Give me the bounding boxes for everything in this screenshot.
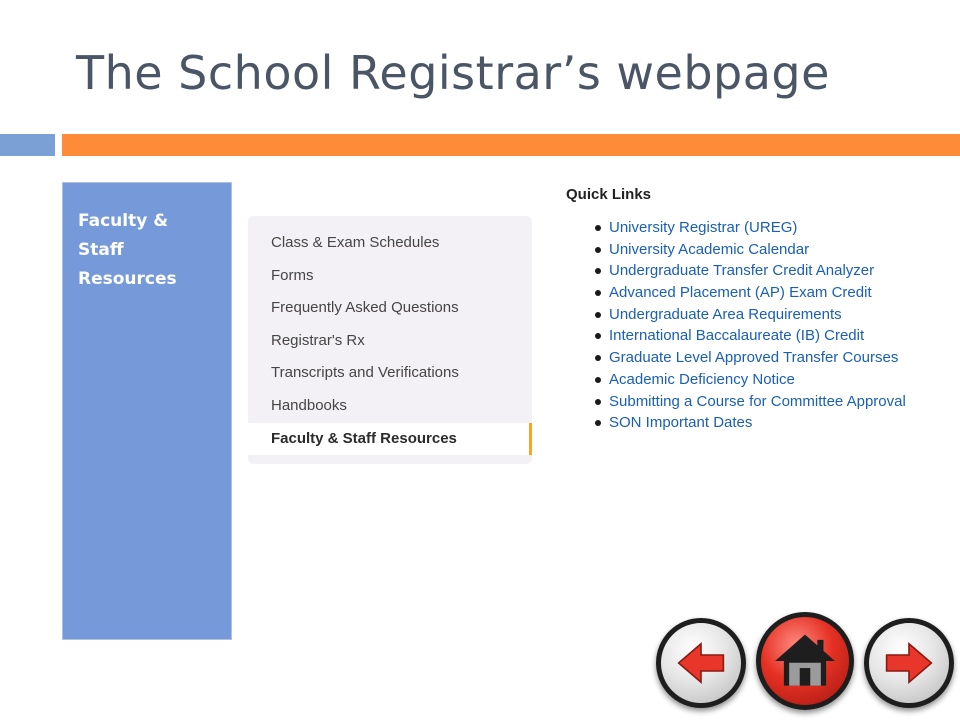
nav-item-handbooks[interactable]: Handbooks xyxy=(271,397,347,414)
list-item xyxy=(594,304,906,326)
bullet-icon xyxy=(595,268,601,274)
accent-bar-blue xyxy=(0,134,55,156)
bullet-icon xyxy=(595,225,601,231)
bullet-icon xyxy=(595,399,601,405)
quick-link-transfer-credit-analyzer[interactable]: Undergraduate Transfer Credit Analyzer xyxy=(609,262,875,280)
nav-item-faq[interactable]: Frequently Asked Questions xyxy=(271,299,459,316)
nav-item-class-exam-schedules[interactable]: Class & Exam Schedules xyxy=(271,234,440,251)
slide-title: The School Registrar’s webpage xyxy=(76,46,830,100)
quick-link-son-dates[interactable]: SON Important Dates xyxy=(609,414,753,432)
quick-link-academic-calendar[interactable]: University Academic Calendar xyxy=(609,240,810,258)
back-button[interactable] xyxy=(656,618,746,708)
house-icon xyxy=(761,617,849,705)
list-item xyxy=(594,239,906,261)
registrar-nav-menu xyxy=(248,216,532,464)
quick-link-ib-credit[interactable]: International Baccalaureate (IB) Credit xyxy=(609,327,865,345)
list-item xyxy=(594,217,906,239)
list-item xyxy=(594,391,906,413)
bullet-icon xyxy=(595,377,601,383)
quick-link-academic-deficiency[interactable]: Academic Deficiency Notice xyxy=(609,370,795,388)
next-button[interactable] xyxy=(864,618,954,708)
list-item xyxy=(594,325,906,347)
side-panel xyxy=(62,182,232,640)
bullet-icon xyxy=(595,290,601,296)
right-arrow-icon xyxy=(869,623,949,703)
quick-link-ap-exam-credit[interactable]: Advanced Placement (AP) Exam Credit xyxy=(609,284,872,302)
nav-item-faculty-staff-resources[interactable]: Faculty & Staff Resources xyxy=(248,423,532,455)
bullet-icon xyxy=(595,333,601,339)
bullet-icon xyxy=(595,247,601,253)
list-item xyxy=(594,282,906,304)
list-item xyxy=(594,260,906,282)
home-button[interactable] xyxy=(756,612,854,710)
quick-links-title: Quick Links xyxy=(566,186,652,203)
nav-item-registrars-rx[interactable]: Registrar's Rx xyxy=(271,332,365,349)
nav-item-forms[interactable]: Forms xyxy=(271,267,314,284)
quick-link-ureg[interactable]: University Registrar (UREG) xyxy=(609,219,798,236)
quick-links-list xyxy=(594,217,906,434)
list-item xyxy=(594,412,906,434)
quick-link-graduate-transfer-courses[interactable]: Graduate Level Approved Transfer Courses xyxy=(609,349,899,367)
quick-link-committee-approval[interactable]: Submitting a Course for Committee Approval xyxy=(609,392,906,410)
list-item xyxy=(594,347,906,369)
quick-link-area-requirements[interactable]: Undergraduate Area Requirements xyxy=(609,305,842,323)
bullet-icon xyxy=(595,312,601,318)
nav-item-transcripts[interactable]: Transcripts and Verifications xyxy=(271,364,459,381)
left-arrow-icon xyxy=(661,623,741,703)
bullet-icon xyxy=(595,420,601,426)
accent-bar-orange xyxy=(62,134,960,156)
list-item xyxy=(594,369,906,391)
side-panel-label: Faculty & Staff Resources xyxy=(78,211,177,289)
bullet-icon xyxy=(595,355,601,361)
